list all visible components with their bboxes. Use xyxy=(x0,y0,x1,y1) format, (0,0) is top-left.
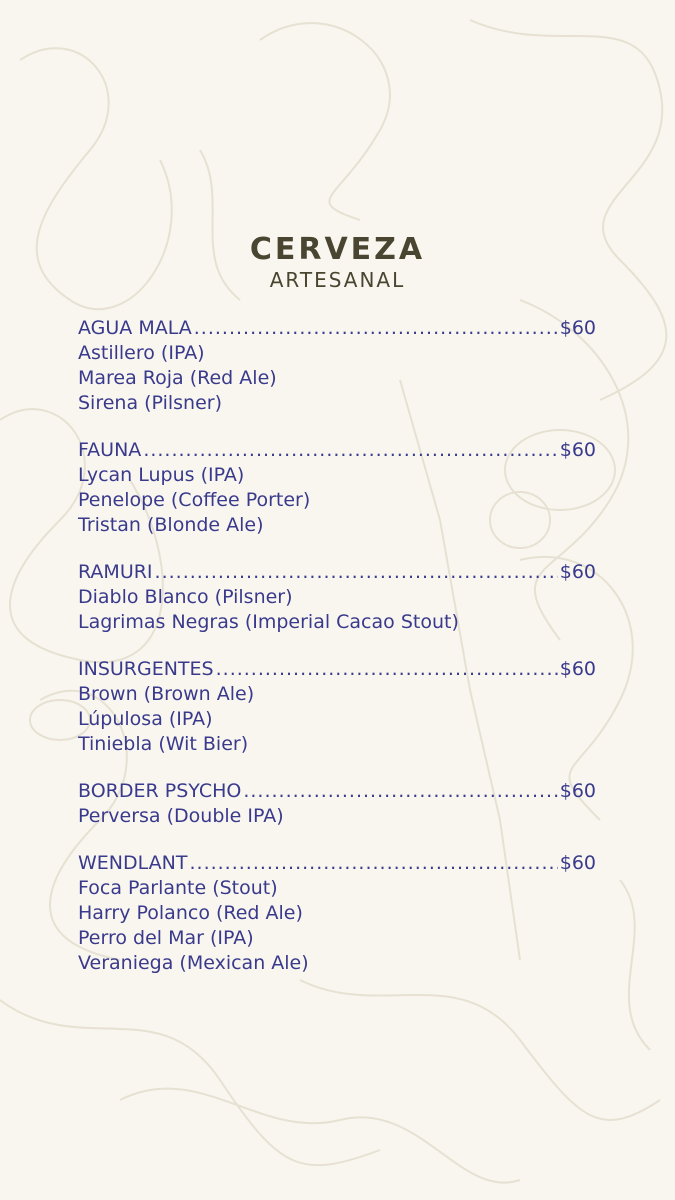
section-header xyxy=(78,316,596,341)
beer-item: Sirena (Pilsner) xyxy=(78,392,223,414)
beer-menu xyxy=(78,316,596,998)
dot-leader xyxy=(243,779,557,804)
menu-section-border-psycho xyxy=(78,779,596,829)
beer-item: Perro del Mar (IPA) xyxy=(78,927,254,949)
dot-leader xyxy=(143,438,557,463)
price: $60 xyxy=(559,317,596,339)
section-header xyxy=(78,657,596,682)
brand-name: INSURGENTES xyxy=(78,658,214,680)
section-header xyxy=(78,851,596,876)
dot-leader xyxy=(155,560,558,585)
beer-item: Astillero (IPA) xyxy=(78,342,205,364)
section-header xyxy=(78,560,596,585)
menu-section-ramuri xyxy=(78,560,596,635)
menu-section-insurgentes xyxy=(78,657,596,757)
brand-name: AGUA MALA xyxy=(78,317,192,339)
dot-leader xyxy=(194,316,558,341)
beer-item: Tiniebla (Wit Bier) xyxy=(78,733,249,755)
brand-name: WENDLANT xyxy=(78,852,188,874)
menu-title: CERVEZA xyxy=(249,232,426,267)
brand-name: BORDER PSYCHO xyxy=(78,780,242,802)
menu-subtitle: ARTESANAL xyxy=(269,268,406,292)
section-header xyxy=(78,438,596,463)
price: $60 xyxy=(559,561,596,583)
beer-item: Lycan Lupus (IPA) xyxy=(78,464,245,486)
price: $60 xyxy=(559,852,596,874)
beer-item: Lúpulosa (IPA) xyxy=(78,708,213,730)
beer-item: Diablo Blanco (Pilsner) xyxy=(78,586,293,608)
brand-name: FAUNA xyxy=(78,439,142,461)
beer-item: Tristan (Blonde Ale) xyxy=(78,514,264,536)
beer-item: Veraniega (Mexican Ale) xyxy=(78,952,309,974)
beer-item: Perversa (Double IPA) xyxy=(78,805,284,827)
price: $60 xyxy=(559,658,596,680)
beer-item: Brown (Brown Ale) xyxy=(78,683,255,705)
menu-section-agua-mala xyxy=(78,316,596,416)
beer-item: Foca Parlante (Stout) xyxy=(78,877,278,899)
beer-item: Lagrimas Negras (Imperial Cacao Stout) xyxy=(78,611,459,633)
section-header xyxy=(78,779,596,804)
dot-leader xyxy=(189,851,557,876)
menu-section-fauna xyxy=(78,438,596,538)
menu-section-wendlant xyxy=(78,851,596,976)
price: $60 xyxy=(559,780,596,802)
beer-item: Penelope (Coffee Porter) xyxy=(78,489,311,511)
brand-name: RAMURI xyxy=(78,561,153,583)
beer-item: Marea Roja (Red Ale) xyxy=(78,367,277,389)
beer-item: Harry Polanco (Red Ale) xyxy=(78,902,303,924)
price: $60 xyxy=(559,439,596,461)
menu-title-block xyxy=(0,232,675,292)
dot-leader xyxy=(216,657,558,682)
